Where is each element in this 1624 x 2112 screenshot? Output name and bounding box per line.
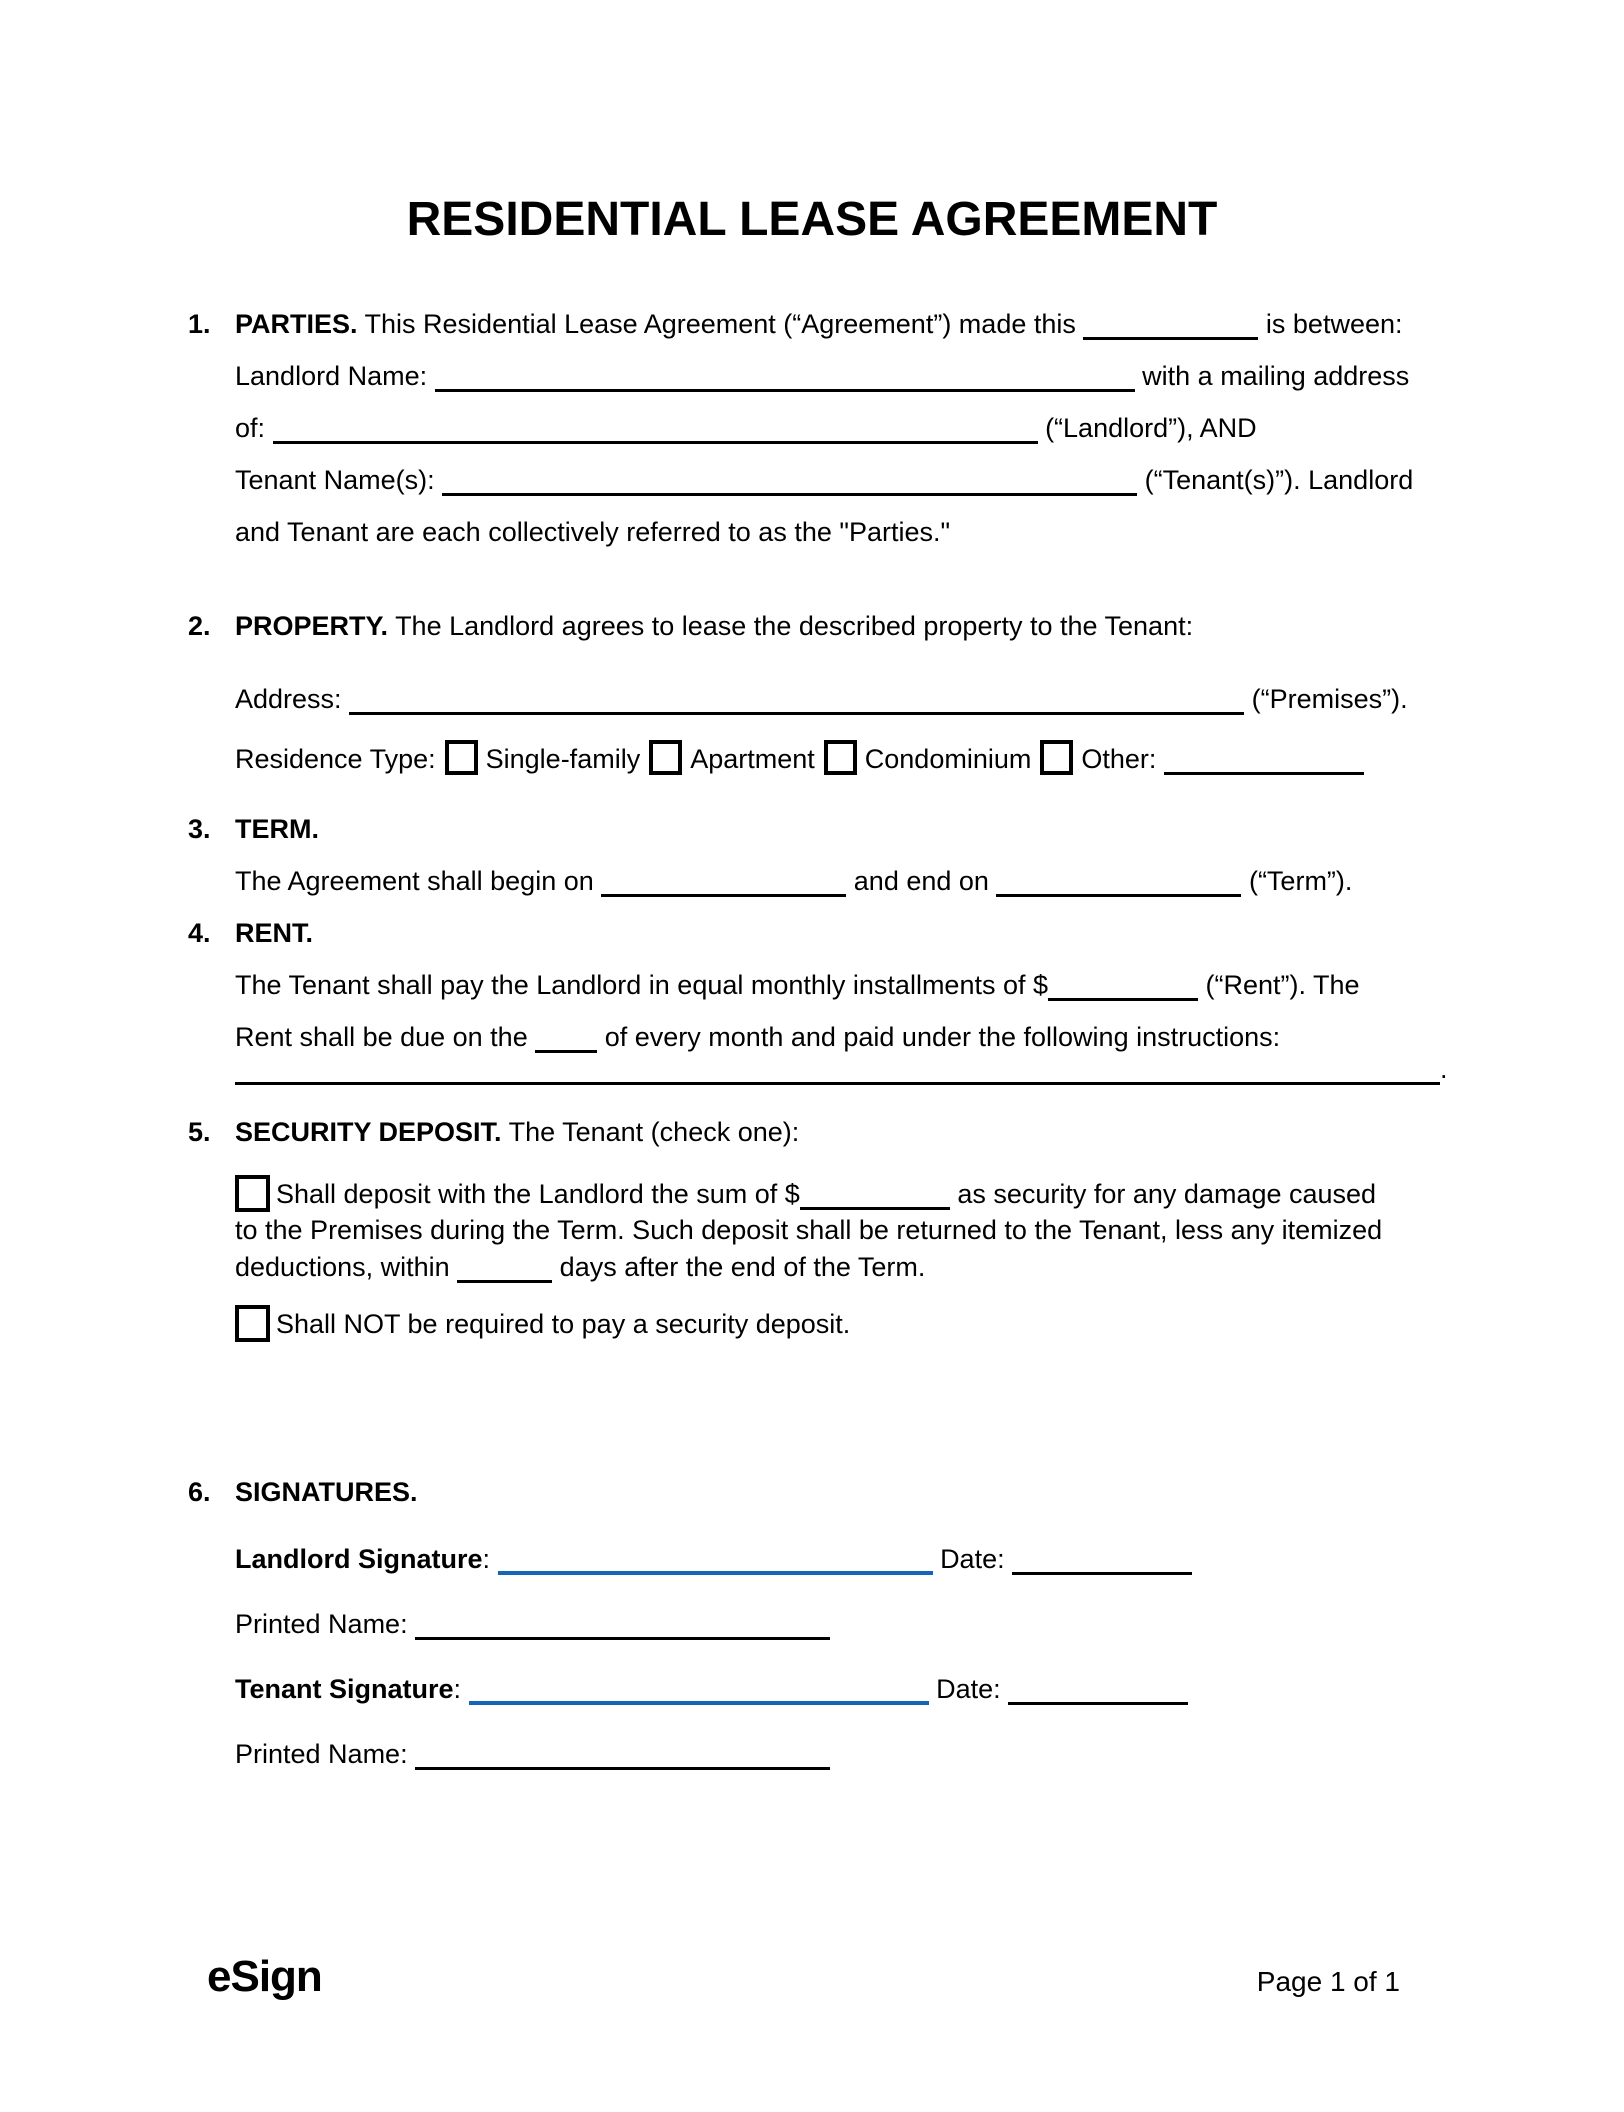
landlord-signature-row — [235, 1533, 1624, 1585]
rent-amount-blank[interactable] — [1048, 998, 1198, 1001]
deposit-returned-text: to the Premises during the Term. Such deposit shall be returned to the Tenant, less any itemized — [235, 1215, 1383, 1245]
landlord-signature-label: Landlord Signature — [235, 1544, 483, 1574]
deposit-security-text: as security for any damage caused — [957, 1179, 1377, 1209]
of-label: of: — [235, 413, 266, 443]
tenant-signature-label: Tenant Signature — [235, 1674, 454, 1704]
deposit-days-text: days after the end of the Term. — [559, 1252, 926, 1282]
other-residence-blank[interactable] — [1164, 772, 1364, 775]
landlord-printed-name-blank[interactable] — [415, 1637, 830, 1640]
other-checkbox[interactable] — [1040, 740, 1073, 775]
colon: : — [453, 1674, 462, 1704]
landlord-name-blank[interactable] — [435, 389, 1135, 392]
page-footer — [207, 1952, 1400, 2002]
printed-name-label: Printed Name: — [235, 1739, 408, 1769]
check-one-text: The Tenant (check one): — [508, 1117, 800, 1147]
property-heading — [188, 600, 1624, 652]
security-deposit-label: SECURITY DEPOSIT. — [235, 1117, 502, 1147]
landlord-printed-name-row — [235, 1598, 1624, 1650]
rent-label: RENT. — [235, 918, 314, 948]
begin-date-blank[interactable] — [601, 894, 846, 897]
deposit-amount-blank[interactable] — [800, 1207, 950, 1210]
no-deposit-text: Shall NOT be required to pay a security deposit. — [276, 1309, 851, 1339]
colon: : — [482, 1544, 491, 1574]
deposit-sum-text: Shall deposit with the Landlord the sum of $ — [276, 1179, 800, 1209]
parties-collective-line — [235, 506, 1624, 558]
address-label: Address: — [235, 684, 342, 714]
premises-ref-text: (“Premises”). — [1251, 684, 1408, 714]
section-number: 1. — [188, 309, 211, 339]
tenant-name-label: Tenant Name(s): — [235, 465, 435, 495]
security-deposit-heading — [188, 1106, 1624, 1158]
document-title: RESIDENTIAL LEASE AGREEMENT — [406, 193, 1218, 246]
section-number: 2. — [188, 611, 211, 641]
term-begin-text: The Agreement shall begin on — [235, 866, 594, 896]
shall-deposit-checkbox[interactable] — [235, 1175, 270, 1212]
tenant-name-blank[interactable] — [442, 493, 1137, 496]
rent-amount-line — [235, 959, 1624, 1011]
tenant-printed-name-blank[interactable] — [415, 1767, 830, 1770]
rent-installments-text: The Tenant shall pay the Landlord in equal monthly installments of $ — [235, 970, 1049, 1000]
section-number: 6. — [188, 1477, 211, 1507]
parties-heading — [188, 298, 1624, 350]
term-heading — [188, 803, 1624, 855]
parties-label: PARTIES. — [235, 309, 358, 339]
deposit-option-line-3 — [235, 1249, 1624, 1286]
apartment-checkbox[interactable] — [649, 740, 682, 775]
is-between-text: is between: — [1265, 309, 1403, 339]
deposit-option-line-1 — [235, 1175, 1624, 1212]
tenant-name-line — [235, 454, 1624, 506]
no-deposit-option-line — [235, 1302, 1624, 1346]
instructions-period: . — [1440, 1054, 1448, 1084]
payment-instructions-line — [235, 1047, 1624, 1091]
single-family-checkbox[interactable] — [445, 740, 478, 775]
deposit-deductions-text: deductions, within — [235, 1252, 450, 1282]
landlord-address-blank[interactable] — [273, 441, 1038, 444]
property-address-blank[interactable] — [349, 712, 1244, 715]
tenant-signature-field[interactable] — [469, 1701, 929, 1705]
landlord-date-blank[interactable] — [1012, 1572, 1192, 1575]
payment-instructions-blank[interactable] — [235, 1082, 1440, 1085]
esign-logo: eSign — [207, 1952, 322, 2001]
term-ref-text: (“Term”). — [1248, 866, 1353, 896]
signatures-heading — [188, 1466, 1624, 1518]
rent-instructions-text: of every month and paid under the following instructions: — [604, 1022, 1281, 1052]
tenant-printed-name-row — [235, 1728, 1624, 1780]
other-label: Other: — [1081, 744, 1157, 774]
landlord-name-label: Landlord Name: — [235, 361, 428, 391]
made-this-date-blank[interactable] — [1083, 337, 1258, 340]
signatures-label: SIGNATURES. — [235, 1477, 418, 1507]
section-number: 4. — [188, 918, 211, 948]
section-number: 3. — [188, 814, 211, 844]
landlord-name-line — [235, 350, 1624, 402]
property-label: PROPERTY. — [235, 611, 389, 641]
tenant-date-blank[interactable] — [1008, 1702, 1188, 1705]
landlord-address-line — [235, 402, 1624, 454]
condominium-checkbox[interactable] — [824, 740, 857, 775]
printed-name-label: Printed Name: — [235, 1609, 408, 1639]
date-label: Date: — [936, 1674, 1001, 1704]
tenant-ref-text: (“Tenant(s)”). Landlord — [1144, 465, 1414, 495]
rent-ref-text: (“Rent”). The — [1205, 970, 1360, 1000]
page-number: Page 1 of 1 — [1256, 1966, 1400, 1997]
residence-type-line — [235, 733, 1624, 785]
deposit-option-line-2 — [235, 1212, 1624, 1249]
end-date-blank[interactable] — [996, 894, 1241, 897]
condominium-label: Condominium — [864, 744, 1032, 774]
parties-intro-text: This Residential Lease Agreement (“Agreement”) made this — [364, 309, 1076, 339]
landlord-ref-text: (“Landlord”), AND — [1045, 413, 1257, 443]
property-intro-text: The Landlord agrees to lease the described property to the Tenant: — [395, 611, 1194, 641]
term-dates-line — [235, 855, 1624, 907]
landlord-signature-field[interactable] — [498, 1571, 933, 1575]
residence-type-label: Residence Type: — [235, 744, 436, 774]
mailing-address-text: with a mailing address — [1142, 361, 1410, 391]
parties-collective-text: and Tenant are each collectively referred to as the "Parties." — [235, 517, 951, 547]
apartment-label: Apartment — [690, 744, 815, 774]
section-number: 5. — [188, 1117, 211, 1147]
single-family-label: Single-family — [485, 744, 641, 774]
date-label: Date: — [940, 1544, 1005, 1574]
term-label: TERM. — [235, 814, 319, 844]
rent-heading — [188, 907, 1624, 959]
tenant-signature-row — [235, 1663, 1624, 1715]
no-deposit-checkbox[interactable] — [235, 1305, 270, 1342]
deposit-days-blank[interactable] — [457, 1280, 552, 1283]
address-line — [235, 673, 1624, 725]
term-end-text: and end on — [853, 866, 989, 896]
rent-due-text: Rent shall be due on the — [235, 1022, 528, 1052]
